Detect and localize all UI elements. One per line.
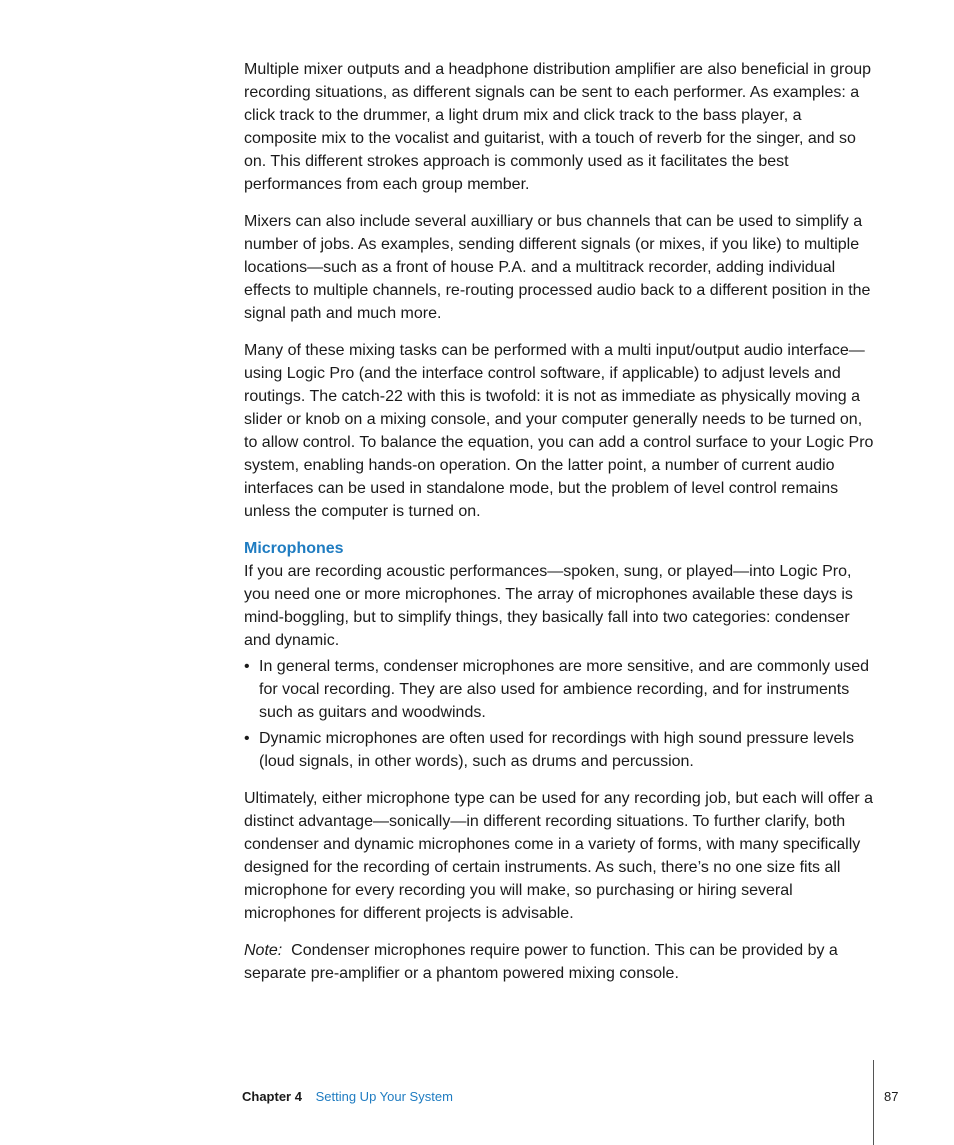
paragraph-mixing-tasks: Many of these mixing tasks can be performed with a multi input/output audio interface—using Logic Pro (and the interface control software, if applicable) to adjust levels and routings. The catch-22 with this is twofold: it is not as immediate as physically moving a slider or knob on a mixing console, and your computer generally needs to be turned on, to allow control. To balance the equation, you can add a control surface to your Logic Pro system, enabling hands-on operation. On the latter point, a number of current audio interfaces can be used in standalone mode, but the problem of level control remains unless the computer is turned on. [244, 342, 874, 520]
footer-divider [873, 1060, 874, 1145]
page-footer [242, 1088, 453, 1106]
paragraph-mixer-outputs: Multiple mixer outputs and a headphone distribution amplifier are also beneficial in group recording situations, as different signals can be sent to each performer. As examples: a click track to the drummer, a light drum mix and click track to the bass player, a composite mix to the vocalist and guitarist, with a touch of reverb for the singer, and so on. This different strokes approach is commonly used as it facilitates the best performances from each group member. [244, 61, 872, 193]
note-paragraph [244, 939, 874, 985]
list-item [244, 727, 874, 773]
note-text: Condenser microphones require power to function. This can be provided by a separate pre-amplifier or a phantom powered mixing console. [244, 942, 843, 982]
microphone-types-list [244, 655, 874, 773]
paragraph-microphones-intro: If you are recording acoustic performances—spoken, sung, or played—into Logic Pro, you need one or more microphones. The array of microphones available these days is mind-boggling, but to simplify things, they basically fall into two categories: condenser and dynamic. [244, 563, 853, 649]
list-item-text: In general terms, condenser microphones are more sensitive, and are commonly used for vocal recording. They are also used for ambience recording, and for instruments such as guitars and woodwinds. [259, 658, 870, 721]
list-item [244, 655, 874, 724]
page-number: 87 [884, 1089, 899, 1104]
section-heading-microphones: Microphones [244, 540, 344, 557]
list-item-text: Dynamic microphones are often used for recordings with high sound pressure levels (loud signals, in other words), such as drums and percussion. [259, 730, 854, 770]
paragraph-microphones-closing: Ultimately, either microphone type can be used for any recording job, but each will offer a distinct advantage—sonically—in different recording situations. To further clarify, both condenser and dynamic microphones come in a variety of forms, with many specifically designed for the recording of certain instruments. As such, there’s no one size fits all microphone for every recording you will make, so purchasing or hiring several microphones for different projects is advisable. [244, 790, 874, 922]
page-body [244, 58, 874, 999]
note-label: Note: [244, 942, 283, 959]
footer-chapter-label: Chapter 4 [242, 1089, 302, 1104]
bullet-icon: • [244, 658, 250, 675]
bullet-icon: • [244, 730, 250, 747]
paragraph-aux-channels: Mixers can also include several auxilliary or bus channels that can be used to simplify a number of jobs. As examples, sending different signals (or mixes, if you like) to multiple locations—such as a front of house P.A. and a multitrack recorder, adding individual effects to multiple channels, re-routing processed audio back to a different position in the signal path and much more. [244, 213, 871, 322]
footer-chapter-title: Setting Up Your System [315, 1089, 453, 1104]
